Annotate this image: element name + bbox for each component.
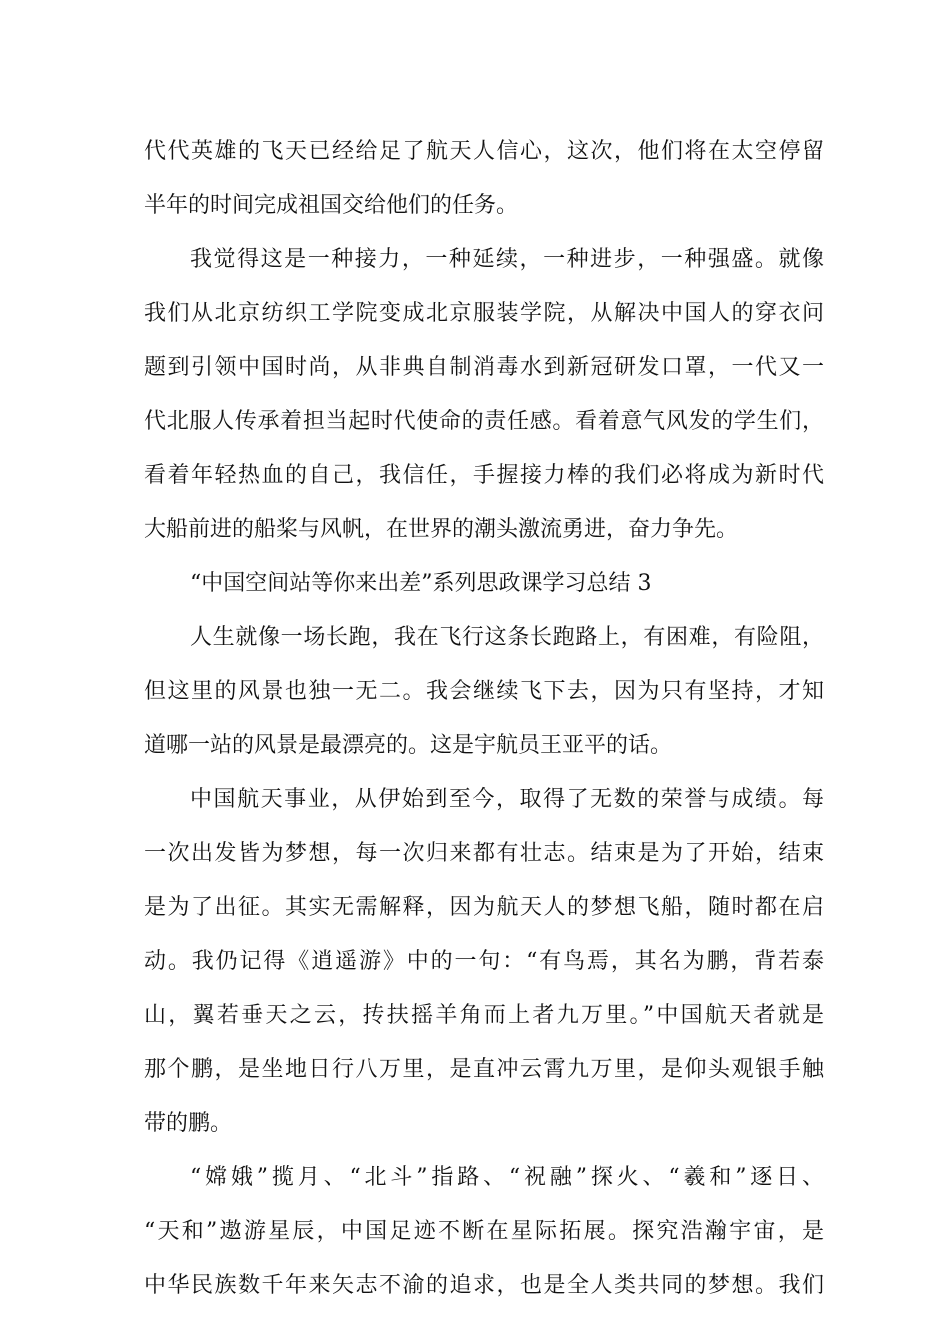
text-line: “天和”遨游星辰，中国足迹不断在星际拓展。探究浩瀚宇宙，是: [144, 1219, 824, 1244]
paragraph: [144, 233, 824, 557]
paragraph: [144, 773, 824, 1151]
section-heading: [144, 557, 824, 611]
section-heading-text: “中国空间站等你来出差”系列思政课学习总结 3: [190, 571, 652, 596]
paragraph: [144, 611, 824, 773]
text-line: 人生就像一场长跑，我在飞行这条长跑路上，有困难，有险阻，: [190, 625, 824, 650]
text-line: 是为了出征。其实无需解释，因为航天人的梦想飞船，随时都在启: [144, 895, 824, 920]
text-line: 一次出发皆为梦想，每一次归来都有壮志。结束是为了开始，结束: [144, 841, 824, 866]
text-line: “嫦娥”揽月、“北斗”指路、“祝融”探火、“羲和”逐日、: [190, 1165, 824, 1190]
document-body: [144, 125, 824, 1313]
text-line: 半年的时间完成祖国交给他们的任务。: [144, 193, 519, 218]
paragraph-continuation: [144, 125, 824, 233]
text-line: 代北服人传承着担当起时代使命的责任感。看着意气风发的学生们，: [144, 409, 824, 434]
text-line: 中华民族数千年来矢志不渝的追求，也是全人类共同的梦想。我们: [144, 1273, 824, 1298]
text-line: 看着年轻热血的自己，我信任，手握接力棒的我们必将成为新时代: [144, 463, 824, 488]
text-line: 我们从北京纺织工学院变成北京服装学院，从解决中国人的穿衣问: [144, 301, 824, 326]
text-line: 带的鹏。: [144, 1111, 233, 1136]
text-line: 动。我仍记得《逍遥游》中的一句：“有鸟焉，其名为鹏，背若泰: [144, 949, 824, 974]
text-line: 中国航天事业，从伊始到至今，取得了无数的荣誉与成绩。每: [190, 787, 824, 812]
text-line: 代代英雄的飞天已经给足了航天人信心，这次，他们将在太空停留: [144, 139, 824, 164]
text-line: 我觉得这是一种接力，一种延续，一种进步，一种强盛。就像: [190, 247, 824, 272]
text-line: 山，翼若垂天之云，抟扶摇羊角而上者九万里。”中国航天者就是: [144, 1003, 824, 1028]
text-line: 那个鹏，是坐地日行八万里，是直冲云霄九万里，是仰头观银手触: [144, 1057, 824, 1082]
text-line: 题到引领中国时尚，从非典自制消毒水到新冠研发口罩，一代又一: [144, 355, 824, 380]
text-line: 大船前进的船桨与风帆，在世界的潮头激流勇进，奋力争先。: [144, 517, 739, 542]
text-line: 但这里的风景也独一无二。我会继续飞下去，因为只有坚持，才知: [144, 679, 824, 704]
paragraph: [144, 1151, 824, 1313]
text-line: 道哪一站的风景是最漂亮的。这是宇航员王亚平的话。: [144, 733, 673, 758]
